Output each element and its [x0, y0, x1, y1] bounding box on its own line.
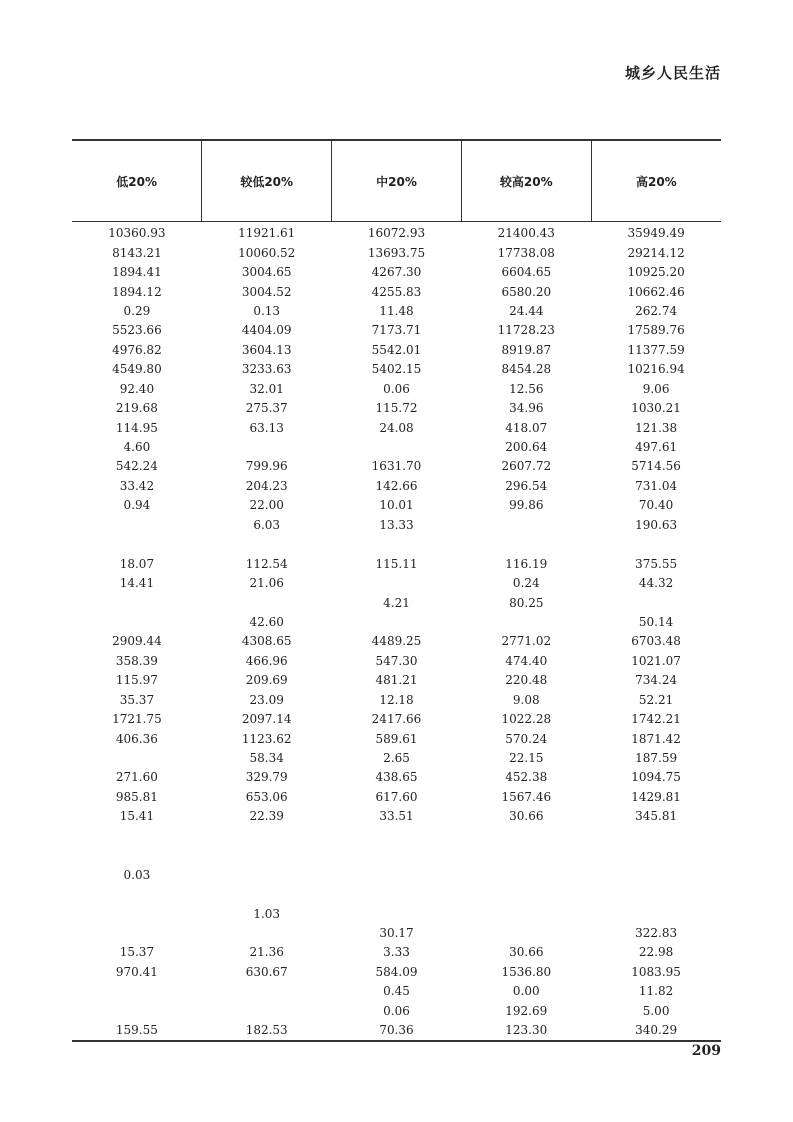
table-row	[72, 671, 721, 690]
table-cell: 0.45	[383, 984, 410, 999]
table-cell: 6604.65	[501, 265, 552, 280]
table-cell: 4976.82	[112, 342, 162, 357]
table-row	[72, 924, 721, 943]
table-row	[72, 243, 721, 262]
table-cell: 497.61	[635, 440, 678, 455]
table-row	[72, 827, 721, 846]
table-cell: 262.74	[635, 303, 678, 318]
table-cell: 653.06	[245, 789, 288, 804]
table-cell	[461, 865, 591, 884]
table-cell: 121.38	[635, 420, 678, 435]
table-cell: 21.06	[249, 576, 284, 591]
table-cell: 5402.15	[371, 362, 422, 377]
table-cell: 329.79	[245, 770, 288, 785]
table-row	[72, 943, 721, 962]
table-row	[72, 496, 721, 515]
table-cell: 271.60	[115, 770, 158, 785]
table-row	[72, 768, 721, 787]
table-cell: 10662.46	[627, 284, 685, 299]
table-row	[72, 535, 721, 554]
table-cell	[591, 904, 721, 923]
table-cell: 589.61	[375, 731, 418, 746]
table-cell: 4267.30	[371, 265, 422, 280]
data-table-container	[72, 139, 721, 1042]
table-cell: 799.96	[245, 459, 288, 474]
table-cell: 11921.61	[238, 226, 296, 241]
table-cell	[72, 924, 202, 943]
table-cell: 5.00	[642, 1003, 670, 1018]
table-cell: 12.56	[509, 381, 544, 396]
table-cell: 92.40	[119, 381, 155, 396]
table-cell	[461, 827, 591, 846]
table-row	[72, 729, 721, 748]
table-row	[72, 1021, 721, 1041]
table-cell: 6.03	[253, 517, 281, 532]
table-cell	[332, 613, 462, 632]
table-cell	[72, 982, 202, 1001]
table-cell	[72, 885, 202, 904]
table-row	[72, 593, 721, 612]
table-cell	[332, 846, 462, 865]
table-cell: 1021.07	[631, 653, 681, 668]
table-row	[72, 865, 721, 884]
table-row	[72, 380, 721, 399]
table-row	[72, 691, 721, 710]
table-cell: 11.82	[638, 984, 674, 999]
table-cell: 1022.28	[501, 712, 552, 727]
table-cell	[202, 1002, 332, 1021]
table-cell: 220.48	[505, 673, 548, 688]
table-row	[72, 360, 721, 379]
table-cell: 11.48	[379, 303, 414, 318]
table-cell: 123.30	[461, 1021, 591, 1041]
page-number: 209	[691, 1043, 721, 1059]
table-cell	[202, 535, 332, 554]
table-cell	[332, 535, 462, 554]
table-cell: 8143.21	[112, 245, 162, 260]
table-cell: 17589.76	[627, 323, 685, 338]
table-cell: 1567.46	[501, 789, 552, 804]
table-row	[72, 302, 721, 321]
table-cell: 10360.93	[108, 226, 166, 241]
table-cell: 99.86	[509, 498, 544, 513]
table-cell: 21.36	[249, 945, 284, 960]
table-cell: 4.21	[383, 595, 410, 610]
table-cell: 1536.80	[501, 964, 552, 979]
table-cell: 345.81	[635, 809, 678, 824]
table-cell: 2909.44	[112, 634, 162, 649]
table-cell: 481.21	[375, 673, 418, 688]
table-cell: 0.24	[512, 576, 540, 591]
table-cell	[332, 865, 462, 884]
table-cell: 30.66	[509, 945, 544, 960]
table-cell: 11728.23	[497, 323, 555, 338]
table-cell: 734.24	[635, 673, 678, 688]
table-cell	[591, 865, 721, 884]
table-cell: 58.34	[249, 751, 284, 766]
table-cell	[591, 535, 721, 554]
table-cell: 30.17	[379, 925, 414, 940]
table-cell: 3004.65	[241, 265, 292, 280]
table-row	[72, 457, 721, 476]
table-cell: 1.03	[253, 906, 281, 921]
table-cell: 2771.02	[501, 634, 552, 649]
table-cell: 4549.80	[112, 362, 162, 377]
table-cell: 1429.81	[631, 789, 681, 804]
table-row	[72, 1002, 721, 1021]
table-cell: 112.54	[245, 556, 288, 571]
table-cell: 182.53	[202, 1021, 332, 1041]
table-cell: 466.96	[245, 653, 288, 668]
table-cell: 22.98	[638, 945, 674, 960]
table-row	[72, 222, 721, 244]
table-cell: 375.55	[635, 556, 678, 571]
table-cell: 116.19	[505, 556, 548, 571]
table-cell: 2607.72	[501, 459, 552, 474]
table-cell: 322.83	[635, 925, 678, 940]
table-cell: 4.60	[123, 440, 151, 455]
table-cell: 8919.87	[501, 342, 552, 357]
table-cell: 1894.12	[112, 284, 162, 299]
table-cell: 1030.21	[631, 401, 681, 416]
table-cell: 33.42	[119, 478, 155, 493]
table-cell: 23.09	[249, 692, 284, 707]
table-cell: 209.69	[245, 673, 288, 688]
table-cell	[72, 516, 202, 535]
table-cell: 1894.41	[112, 265, 162, 280]
table-cell: 63.13	[249, 420, 284, 435]
table-cell: 29214.12	[627, 245, 685, 260]
table-cell: 5542.01	[371, 342, 422, 357]
table-cell: 0.03	[123, 867, 151, 882]
table-row	[72, 321, 721, 340]
table-row	[72, 982, 721, 1001]
table-cell: 8454.28	[501, 362, 552, 377]
table-cell: 0.94	[123, 498, 151, 513]
table-row	[72, 282, 721, 301]
table-cell	[202, 827, 332, 846]
table-cell: 17738.08	[497, 245, 555, 260]
table-cell: 22.39	[249, 809, 284, 824]
table-cell: 15.41	[119, 809, 155, 824]
table-cell: 10060.52	[238, 245, 296, 260]
table-cell: 11377.59	[627, 342, 685, 357]
table-cell: 35949.49	[627, 226, 685, 241]
table-cell: 1631.70	[371, 459, 422, 474]
table-cell: 970.41	[115, 964, 158, 979]
table-cell: 13693.75	[367, 245, 426, 260]
table-row	[72, 418, 721, 437]
table-row	[72, 963, 721, 982]
table-cell: 296.54	[505, 478, 548, 493]
table-cell: 190.63	[635, 517, 678, 532]
table-cell: 14.41	[119, 576, 155, 591]
table-cell	[591, 885, 721, 904]
table-cell: 13.33	[379, 517, 414, 532]
table-cell: 50.14	[638, 614, 674, 629]
table-cell	[591, 593, 721, 612]
table-row	[72, 749, 721, 768]
table-cell: 547.30	[375, 653, 418, 668]
table-cell: 406.36	[115, 731, 158, 746]
table-cell	[461, 924, 591, 943]
running-head: 城乡人民生活	[624, 64, 721, 82]
table-cell: 52.21	[638, 692, 674, 707]
table-cell: 452.38	[505, 770, 548, 785]
table-cell: 22.00	[249, 498, 284, 513]
table-cell: 22.15	[509, 751, 544, 766]
table-cell: 1094.75	[631, 770, 681, 785]
table-cell: 3004.52	[241, 284, 292, 299]
table-cell: 6703.48	[631, 634, 681, 649]
table-cell	[332, 885, 462, 904]
table-cell: 30.66	[509, 809, 544, 824]
table-cell	[72, 749, 202, 768]
table-cell: 3604.13	[241, 342, 292, 357]
table-cell: 340.29	[591, 1021, 721, 1041]
table-cell: 9.08	[512, 692, 540, 707]
table-cell	[461, 516, 591, 535]
table-row	[72, 788, 721, 807]
table-cell	[202, 885, 332, 904]
header-cell-low: 低20%	[72, 140, 202, 222]
table-row	[72, 263, 721, 282]
table-cell: 1871.42	[631, 731, 681, 746]
table-cell: 44.32	[638, 576, 674, 591]
table-cell: 18.07	[119, 556, 155, 571]
table-cell: 115.11	[375, 556, 418, 571]
table-row	[72, 710, 721, 729]
table-cell: 219.68	[115, 401, 158, 416]
income-quintile-table	[72, 139, 721, 1042]
table-cell	[332, 574, 462, 593]
table-row	[72, 904, 721, 923]
table-cell	[461, 904, 591, 923]
table-body	[72, 222, 721, 1042]
table-cell: 16072.93	[367, 226, 426, 241]
table-cell: 70.36	[332, 1021, 462, 1041]
table-cell: 985.81	[115, 789, 158, 804]
table-cell: 418.07	[505, 420, 548, 435]
table-cell: 6580.20	[501, 284, 552, 299]
table-cell: 275.37	[245, 401, 288, 416]
table-cell: 542.24	[115, 459, 158, 474]
header-row	[72, 140, 721, 222]
table-cell	[332, 904, 462, 923]
table-cell: 0.00	[512, 984, 540, 999]
table-cell: 10925.20	[627, 265, 685, 280]
table-cell	[202, 982, 332, 1001]
table-row	[72, 652, 721, 671]
table-cell	[332, 438, 462, 457]
table-cell: 12.18	[379, 692, 414, 707]
table-cell	[72, 846, 202, 865]
header-cell-middle: 中20%	[332, 140, 462, 222]
table-cell: 731.04	[635, 478, 678, 493]
table-cell: 115.72	[375, 401, 418, 416]
table-cell: 4255.83	[371, 284, 422, 299]
table-cell: 0.29	[123, 303, 151, 318]
table-cell	[461, 613, 591, 632]
table-cell: 358.39	[115, 653, 158, 668]
table-header	[72, 140, 721, 222]
table-cell	[332, 827, 462, 846]
table-cell	[202, 865, 332, 884]
table-cell	[461, 535, 591, 554]
table-row	[72, 399, 721, 418]
table-cell: 570.24	[505, 731, 548, 746]
table-cell: 200.64	[505, 440, 548, 455]
table-cell: 0.13	[253, 303, 281, 318]
table-cell: 438.65	[375, 770, 418, 785]
table-cell: 34.96	[509, 401, 544, 416]
table-row	[72, 807, 721, 826]
table-cell: 1742.21	[631, 712, 681, 727]
table-row	[72, 613, 721, 632]
header-cell-lower-middle: 较低20%	[202, 140, 332, 222]
table-cell	[72, 827, 202, 846]
table-cell: 3233.63	[241, 362, 292, 377]
table-row	[72, 574, 721, 593]
table-cell: 5714.56	[631, 459, 681, 474]
table-row	[72, 632, 721, 651]
table-cell: 2417.66	[371, 712, 422, 727]
table-cell	[72, 1002, 202, 1021]
table-cell: 0.06	[383, 1003, 410, 1018]
table-cell: 114.95	[115, 420, 158, 435]
table-cell: 10.01	[379, 498, 414, 513]
table-cell: 4489.25	[371, 634, 422, 649]
table-row	[72, 516, 721, 535]
table-cell	[202, 438, 332, 457]
table-cell: 24.08	[379, 420, 414, 435]
table-cell	[72, 613, 202, 632]
table-cell: 24.44	[509, 303, 544, 318]
table-cell: 4308.65	[241, 634, 292, 649]
table-cell: 142.66	[375, 478, 418, 493]
table-cell: 159.55	[72, 1021, 202, 1041]
table-row	[72, 885, 721, 904]
table-cell: 3.33	[383, 945, 410, 960]
table-cell: 0.06	[383, 381, 410, 396]
table-cell: 1721.75	[112, 712, 162, 727]
table-row	[72, 554, 721, 573]
header-cell-high: 高20%	[591, 140, 721, 222]
table-cell: 5523.66	[112, 323, 162, 338]
table-cell: 70.40	[638, 498, 674, 513]
table-cell: 15.37	[119, 945, 155, 960]
table-cell: 10216.94	[627, 362, 685, 377]
table-cell: 474.40	[505, 653, 548, 668]
table-cell: 1083.95	[631, 964, 681, 979]
table-cell: 35.37	[119, 692, 155, 707]
table-cell: 617.60	[375, 789, 418, 804]
table-cell: 9.06	[642, 381, 670, 396]
table-cell	[72, 535, 202, 554]
table-cell	[591, 846, 721, 865]
table-cell: 32.01	[249, 381, 284, 396]
table-cell: 584.09	[375, 964, 418, 979]
table-cell	[72, 904, 202, 923]
table-cell: 2097.14	[241, 712, 292, 727]
table-cell: 80.25	[509, 595, 544, 610]
table-cell	[202, 846, 332, 865]
table-cell: 21400.43	[497, 226, 555, 241]
table-cell: 33.51	[379, 809, 414, 824]
table-cell: 115.97	[115, 673, 158, 688]
table-cell	[461, 846, 591, 865]
table-cell: 2.65	[383, 751, 410, 766]
table-cell	[202, 924, 332, 943]
table-cell: 630.67	[245, 964, 288, 979]
table-cell: 4404.09	[241, 323, 292, 338]
table-cell: 42.60	[249, 614, 284, 629]
table-row	[72, 341, 721, 360]
table-cell: 192.69	[505, 1003, 548, 1018]
table-cell	[461, 885, 591, 904]
table-cell: 1123.62	[241, 731, 292, 746]
table-cell	[202, 593, 332, 612]
table-cell: 204.23	[245, 478, 288, 493]
table-cell: 7173.71	[371, 323, 422, 338]
table-row	[72, 846, 721, 865]
table-row	[72, 477, 721, 496]
table-row	[72, 438, 721, 457]
table-cell	[591, 827, 721, 846]
header-cell-upper-middle: 较高20%	[461, 140, 591, 222]
table-cell	[72, 593, 202, 612]
table-cell: 187.59	[635, 751, 678, 766]
